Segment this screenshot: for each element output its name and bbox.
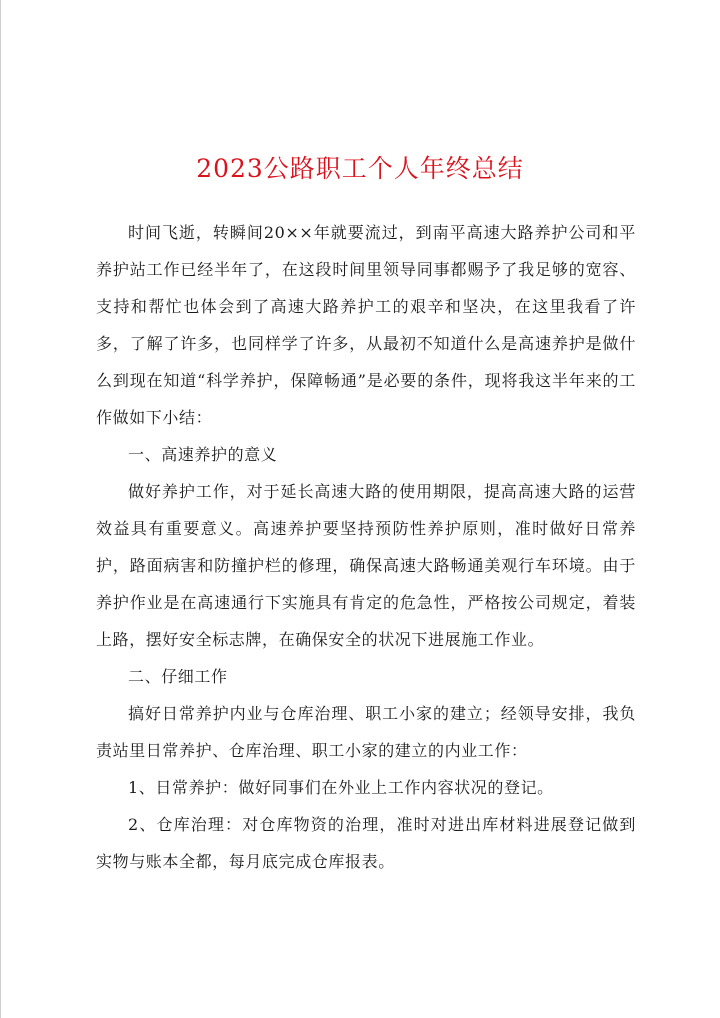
paragraph-daily-maintenance: 1、日常养护：做好同事们在外业上工作内容状况的登记。	[128, 778, 554, 797]
paragraph-intro: 时间飞逝，转瞬间20××年就要流过，到南平高速大路养护公司和平养护站工作已经半年了，在这段时间里领导同事都赐予了我足够的宽容、支持和帮忙也体会到了高速大路养护工的艰辛和坚决，在这里我看了许多，了解了许多，也同样学了许多，从最初不知道什么是高速养护是做什么到现在知道“科学养护，保障畅通”是必要的条件，现将我这半年来的工作做如下小结：	[96, 223, 636, 427]
document-title: 2023公路职工个人年终总结	[196, 154, 524, 183]
paragraph-internal-work: 搞好日常养护内业与仓库治理、职工小家的建立；经领导安排，我负责站里日常养护、仓库治理、职工小家的建立的内业工作：	[96, 704, 636, 760]
paragraph-warehouse-management: 2、仓库治理：对仓库物资的治理，准时对进出库材料进展登记做到实物与账本全都，每月底完成仓库报表。	[96, 815, 636, 871]
section-heading-careful-work: 二、仔细工作	[128, 667, 228, 686]
document-body	[96, 214, 636, 880]
section-heading-significance: 一、高速养护的意义	[128, 445, 278, 464]
paragraph-significance: 做好养护工作，对于延长高速大路的使用期限，提高高速大路的运营效益具有重要意义。高速养护要坚持预防性养护原则，准时做好日常养护，路面病害和防撞护栏的修理，确保高速大路畅通美观行车环境。由于养护作业是在高速通行下实施具有肯定的危急性，严格按公司规定，着装上路，摆好安全标志牌，在确保安全的状况下进展施工作业。	[96, 482, 636, 649]
